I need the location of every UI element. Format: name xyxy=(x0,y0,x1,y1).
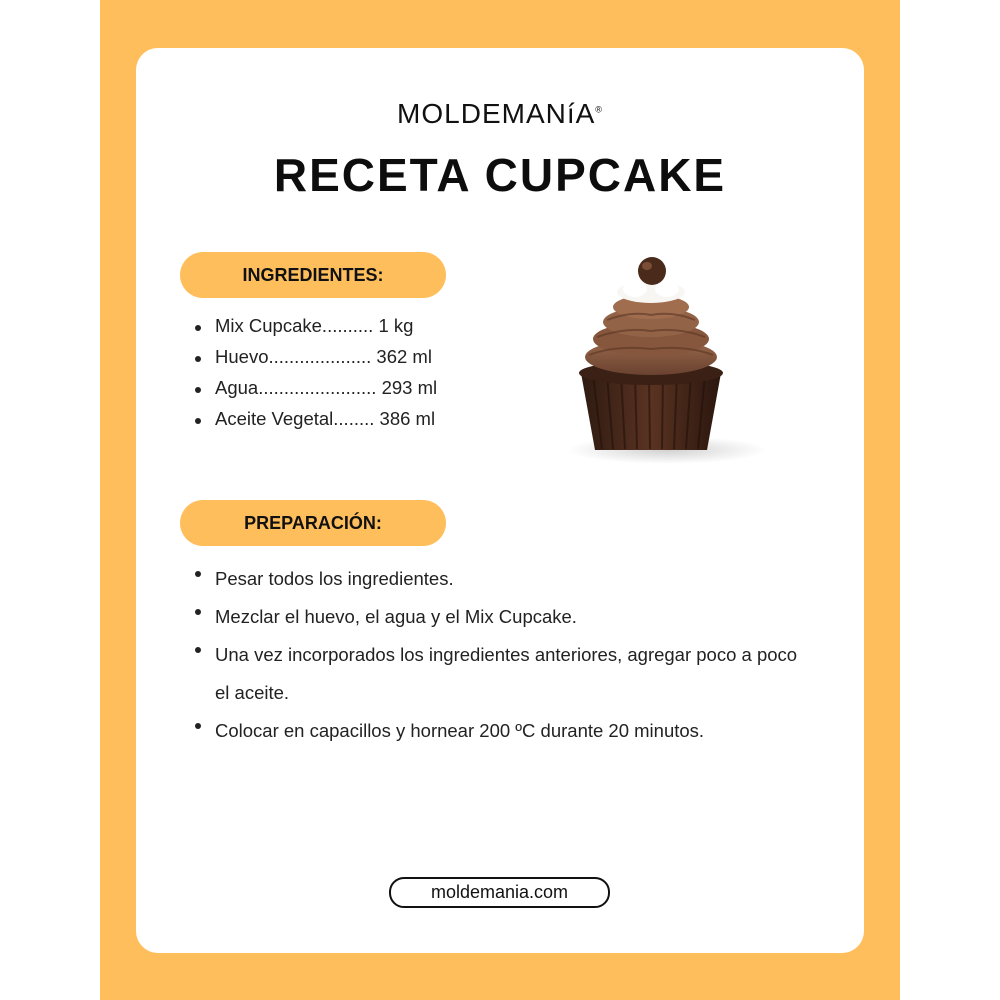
ingredients-heading-pill xyxy=(180,252,446,298)
website-link[interactable] xyxy=(389,877,610,908)
brand-name: MOLDEMANíA xyxy=(397,98,596,129)
website-label: moldemania.com xyxy=(430,882,569,902)
list-item: Aceite Vegetal........ 386 ml xyxy=(188,407,437,438)
brand-logo xyxy=(0,98,1000,130)
ingredients-heading: INGREDIENTES: xyxy=(242,264,384,285)
registered-mark: ® xyxy=(595,104,603,115)
list-item: Mezclar el huevo, el agua y el Mix Cupcake. xyxy=(188,598,808,636)
cupcake-image xyxy=(555,245,775,470)
ingredients-list xyxy=(188,314,437,438)
list-item: Huevo.................... 362 ml xyxy=(188,345,437,376)
page-title: RECETA CUPCAKE xyxy=(273,149,727,201)
preparation-heading: PREPARACIÓN: xyxy=(244,512,382,533)
preparation-list xyxy=(188,560,808,750)
preparation-heading-pill xyxy=(180,500,446,546)
list-item: Pesar todos los ingredientes. xyxy=(188,560,808,598)
list-item: Colocar en capacillos y hornear 200 ºC durante 20 minutos. xyxy=(188,712,808,750)
list-item: Agua....................... 293 ml xyxy=(188,376,437,407)
list-item: Mix Cupcake.......... 1 kg xyxy=(188,314,437,345)
list-item: Una vez incorporados los ingredientes anteriores, agregar poco a poco el aceite. xyxy=(188,636,808,712)
